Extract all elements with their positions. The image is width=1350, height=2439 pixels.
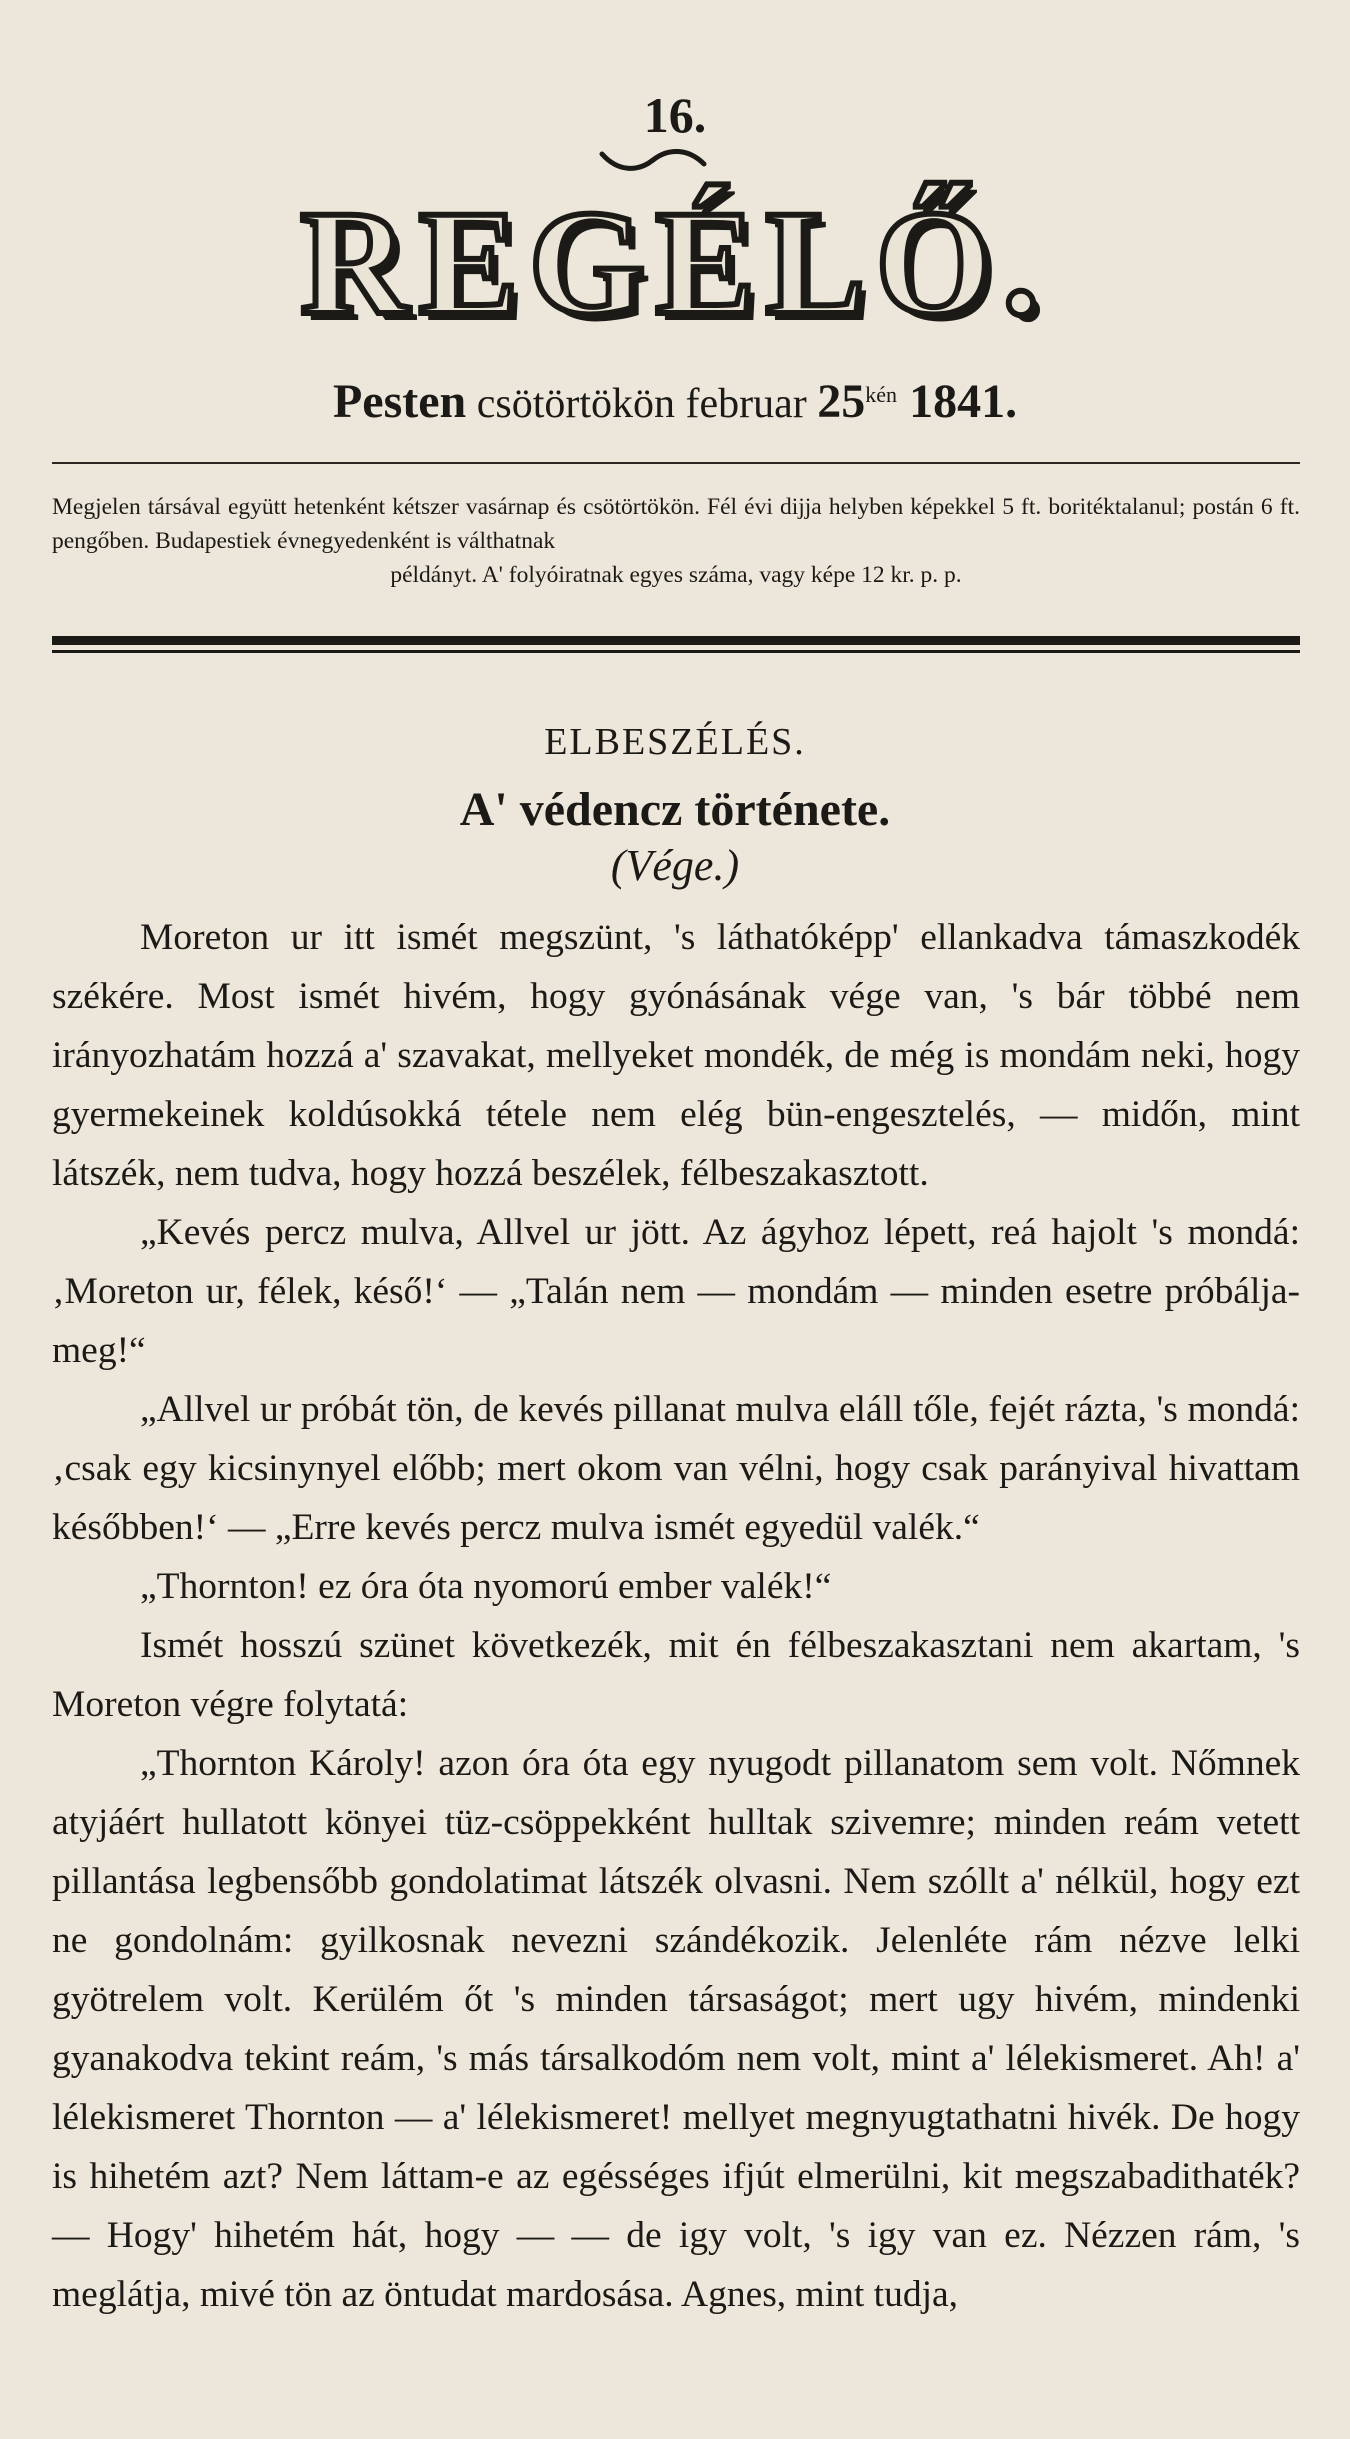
notice-line-2: példányt. A' folyóiratnak egyes száma, vagy képe 12 kr. p. p. (390, 562, 962, 588)
paragraph: Moreton ur itt ismét megszünt, 's láthatóképp' ellankadva támaszkodék székére. Most ismét hivém, hogy gyónásának vége van, 's bár többé nem irányozhatám hozzá a' szavakat, mellyeket mondék, de még is mondám neki, hogy gyermekeinek koldúsokká tétele nem elég bün-engesztelés, — midőn, mint látszék, nem tudva, hogy hozzá beszélek, félbeszakasztott. (52, 917, 1300, 1194)
paragraph: Ismét hosszú szünet következék, mit én félbeszakasztani nem akartam, 's Moreton végre folytatá: (52, 1625, 1300, 1725)
article-subtitle: (Vége.) (610, 841, 740, 890)
dateline-day: 25 (817, 375, 866, 428)
notice-line-1: Megjelen társával együtt hetenként kétszer vasárnap és csötörtökön. Fél évi dijja helyben képekkel 5 ft. boritéktalanul; postán 6 ft. pengőben. Budapestiek évnegyedenként is válthatnak (52, 494, 1300, 554)
dateline-year: 1841. (897, 375, 1018, 428)
dateline-day-suffix: kén (865, 382, 898, 407)
article-body (52, 908, 1300, 2324)
paragraph: „Thornton Károly! azon óra óta egy nyugodt pillanatom sem volt. Nőmnek atyjáért hullatott könyei tüz-csöppekként hulltak szivemre; minden reám vetett pillantása legbensőbb gondolatimat látszék olvasni. Nem szóllt a' nélkül, hogy ezt ne gondolnám: gyilkosnak nevezni szándékozik. Jelenléte rám nézve lelki gyötrelem volt. Kerülém őt 's minden társaságot; mert ugy hivém, mindenki gyanakodva tekint reám, 's más társalkodóm nem volt, mint a' lélekismeret. Ah! a' lélekismeret Thornton — a' lélekismeret! mellyet megnyugtathatni hivék. De hogy is hihetém azt? Nem láttam-e az egésséges ifjút elmerülni, kit megszabadithaték? — Hogy' hihetém hát, hogy — — de igy volt, 's igy van ez. Nézzen rám, 's meglátja, mivé tön az öntudat mardosása. Agnes, mint tudja, (52, 1743, 1300, 2315)
divider-rule (52, 462, 1300, 464)
paragraph: „Allvel ur próbát tön, de kevés pillanat mulva eláll tőle, fejét rázta, 's mondá: ‚csak egy kicsinynyel előbb; mert okom van vélni, hogy csak parányival hivattam későbben!‘ — „Erre kevés percz mulva ismét egyedül valék.“ (52, 1389, 1300, 1548)
section-heading: ELBESZÉLÉS. (544, 721, 806, 763)
masthead-title: REGÉLŐ. (300, 180, 1050, 346)
issue-number: 16. (643, 87, 707, 143)
article-title: A' védencz története. (459, 783, 891, 836)
divider-double-rule (52, 636, 1300, 645)
dateline (0, 375, 1350, 428)
divider-double-rule-lower (52, 650, 1300, 653)
ornament-swash (598, 146, 708, 172)
dateline-city: Pesten (332, 375, 467, 428)
dateline-weekday-month: csötörtökön februar (466, 381, 818, 427)
paragraph: „Thornton! ez óra óta nyomorú ember valék!“ (140, 1566, 832, 1607)
paragraph: „Kevés percz mulva, Allvel ur jött. Az ágyhoz lépett, reá hajolt 's mondá: ‚Moreton ur, félek, késő!‘ — „Talán nem — mondám — minden esetre próbálja-meg!“ (52, 1212, 1300, 1371)
subscription-notice (52, 490, 1300, 592)
